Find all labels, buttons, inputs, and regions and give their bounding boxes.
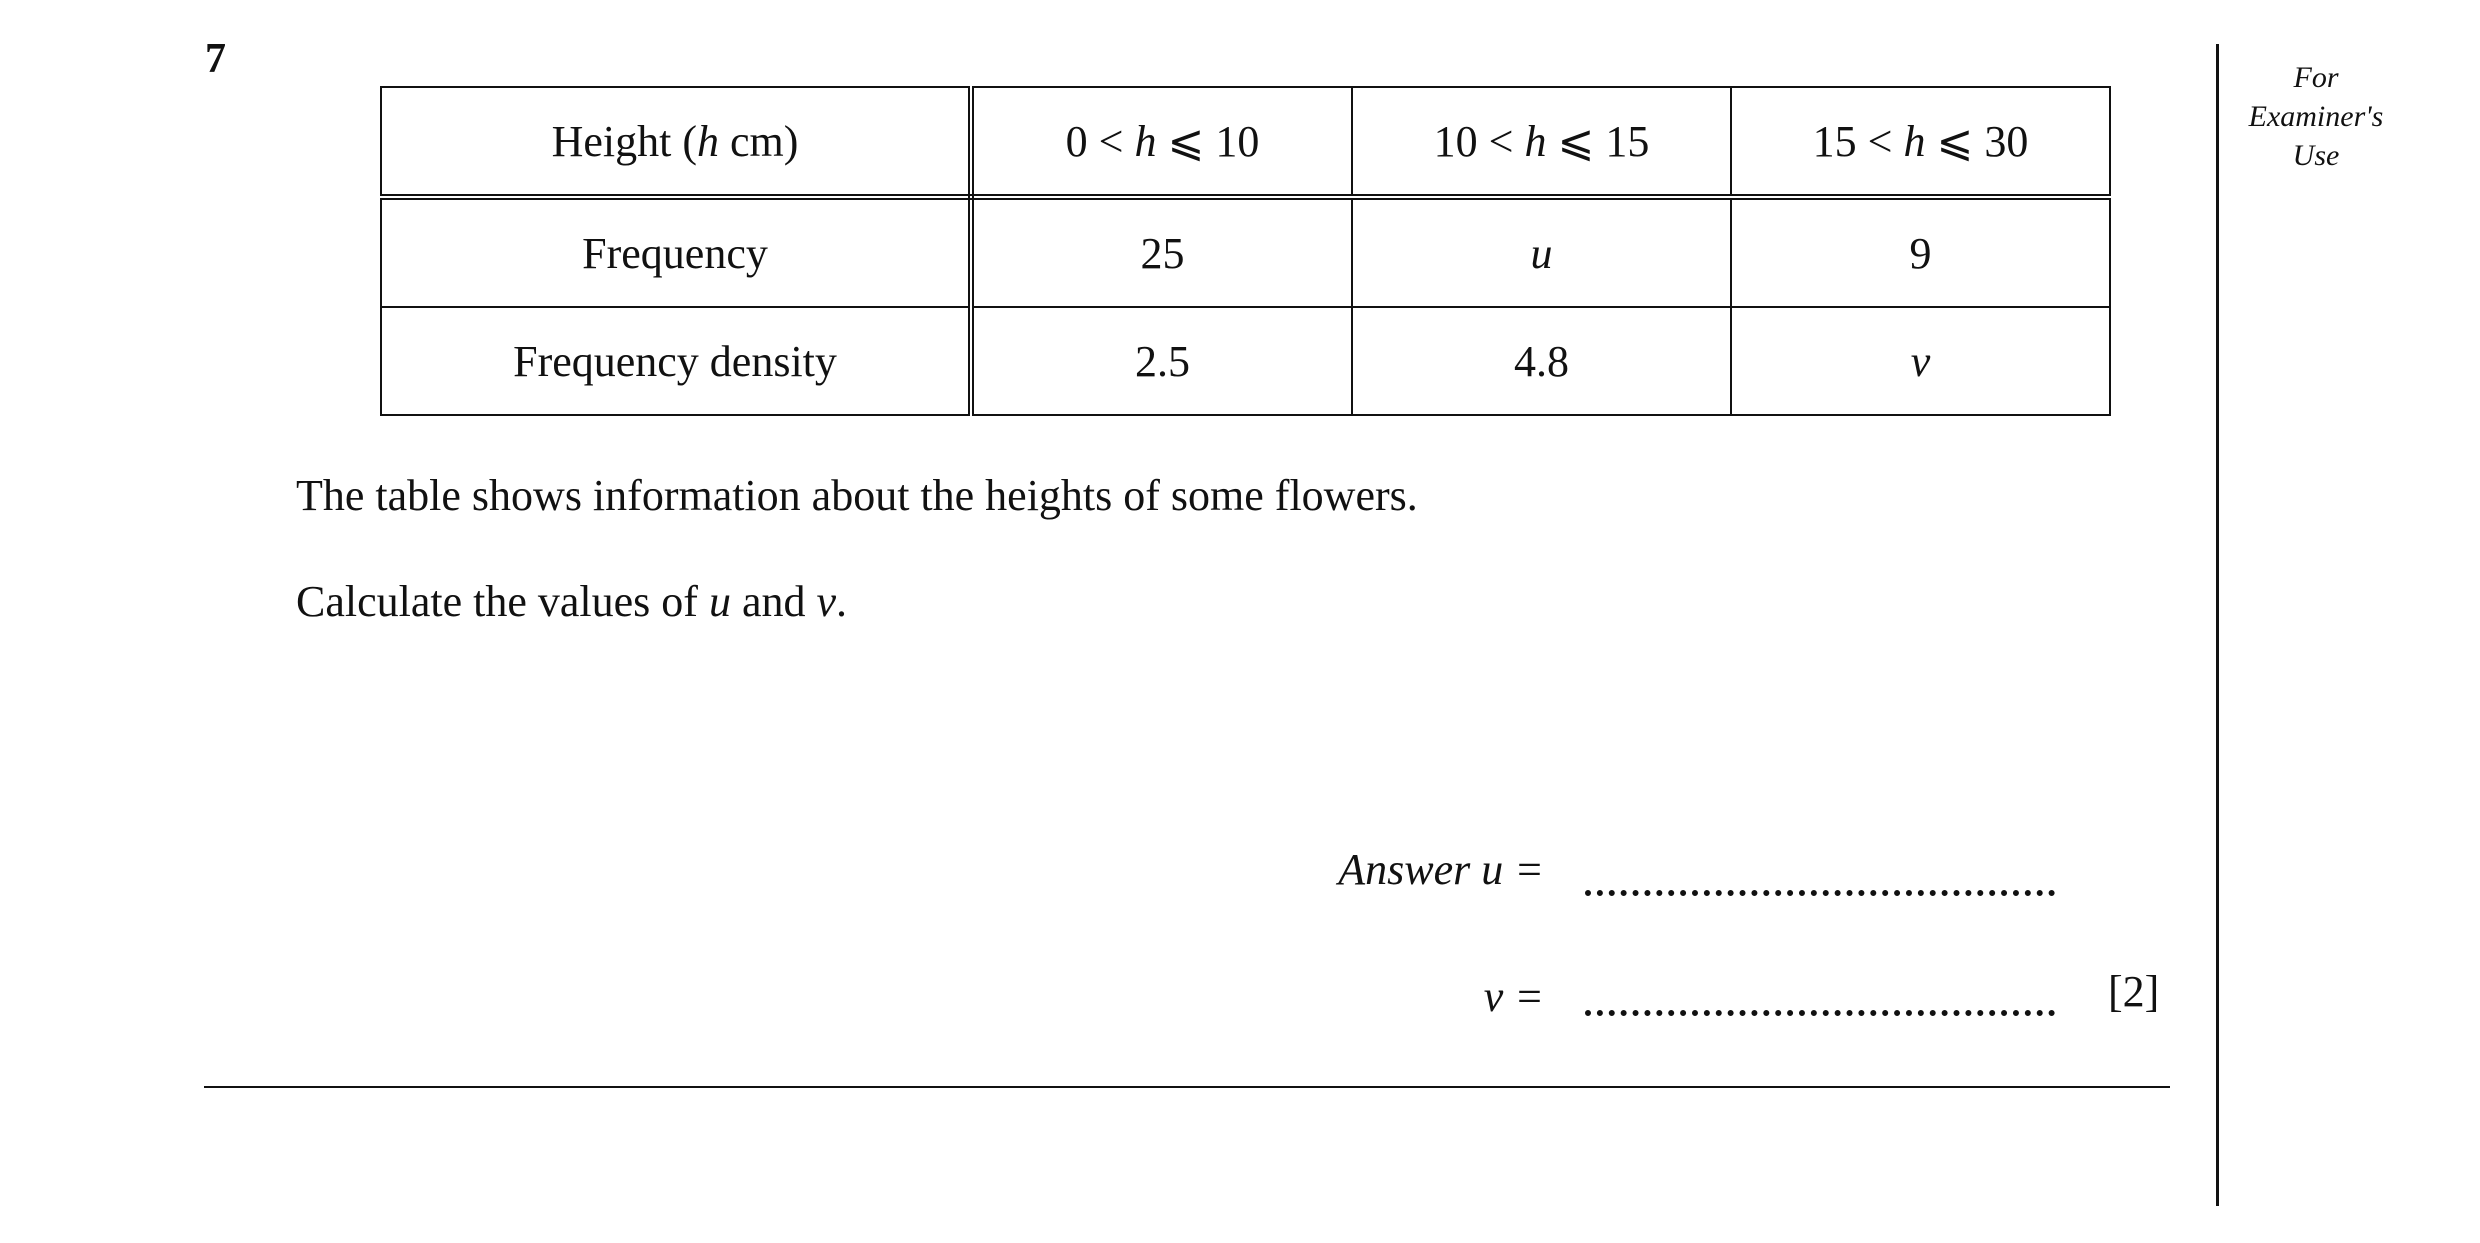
interval-op: < bbox=[1477, 116, 1525, 166]
examiner-line-1: For bbox=[2293, 61, 2339, 94]
instruction-middle: and bbox=[730, 577, 817, 626]
marks-allocation: [2] bbox=[2108, 967, 2160, 1016]
interval-op: < bbox=[1856, 116, 1904, 166]
frequency-density-row bbox=[381, 307, 2110, 415]
examiner-line-2: Examiner's bbox=[2248, 100, 2384, 133]
interval-low: 15 bbox=[1812, 116, 1857, 166]
interval-cell-2 bbox=[1352, 87, 1731, 197]
answer-u-label: Answer u = bbox=[1338, 845, 1544, 894]
table-header-row bbox=[381, 87, 2110, 197]
instruction-suffix: . bbox=[836, 577, 848, 626]
table-cell: v bbox=[1731, 307, 2110, 415]
table-cell: 2.5 bbox=[971, 307, 1352, 415]
height-label: Height ( bbox=[551, 116, 697, 166]
interval-low: 0 bbox=[1065, 116, 1088, 166]
frequency-table bbox=[380, 86, 2111, 416]
height-unit: cm) bbox=[719, 116, 799, 166]
table-cell: 4.8 bbox=[1352, 307, 1731, 415]
interval-var: h bbox=[1903, 116, 1926, 166]
examiner-margin-rule bbox=[2216, 44, 2219, 1206]
table-cell: 9 bbox=[1731, 197, 2110, 307]
row-label: Frequency density bbox=[381, 307, 971, 415]
row-label: Frequency bbox=[381, 197, 971, 307]
table-cell: u bbox=[1352, 197, 1731, 307]
instruction-var-v: v bbox=[816, 577, 837, 626]
height-variable: h bbox=[697, 116, 719, 166]
table-cell: 25 bbox=[971, 197, 1352, 307]
interval-high: 30 bbox=[1984, 116, 2029, 166]
interval-high: 15 bbox=[1605, 116, 1650, 166]
question-end-rule bbox=[204, 1086, 2170, 1088]
answer-v-line[interactable] bbox=[1585, 1010, 2055, 1016]
frequency-row bbox=[381, 197, 2110, 307]
examiner-line-3: Use bbox=[2292, 139, 2340, 172]
answer-u-line[interactable] bbox=[1585, 890, 2055, 896]
interval-cell-1 bbox=[971, 87, 1352, 197]
interval-low: 10 bbox=[1433, 116, 1478, 166]
interval-op: ⩽ bbox=[1546, 116, 1606, 166]
interval-op: ⩽ bbox=[1156, 116, 1216, 166]
instruction-prefix: Calculate the values of bbox=[296, 577, 709, 626]
instruction-var-u: u bbox=[708, 577, 731, 626]
interval-var: h bbox=[1134, 116, 1157, 166]
question-number: 7 bbox=[205, 36, 226, 82]
interval-op: < bbox=[1087, 116, 1135, 166]
interval-high: 10 bbox=[1215, 116, 1260, 166]
interval-cell-3 bbox=[1731, 87, 2110, 197]
examiner-use-label bbox=[2228, 58, 2404, 175]
interval-op: ⩽ bbox=[1925, 116, 1985, 166]
answer-v-label: v = bbox=[1483, 972, 1544, 1021]
question-instruction bbox=[296, 576, 847, 629]
interval-var: h bbox=[1524, 116, 1547, 166]
question-stem: The table shows information about the heights of some flowers. bbox=[296, 471, 1418, 520]
height-header-cell bbox=[381, 87, 971, 197]
